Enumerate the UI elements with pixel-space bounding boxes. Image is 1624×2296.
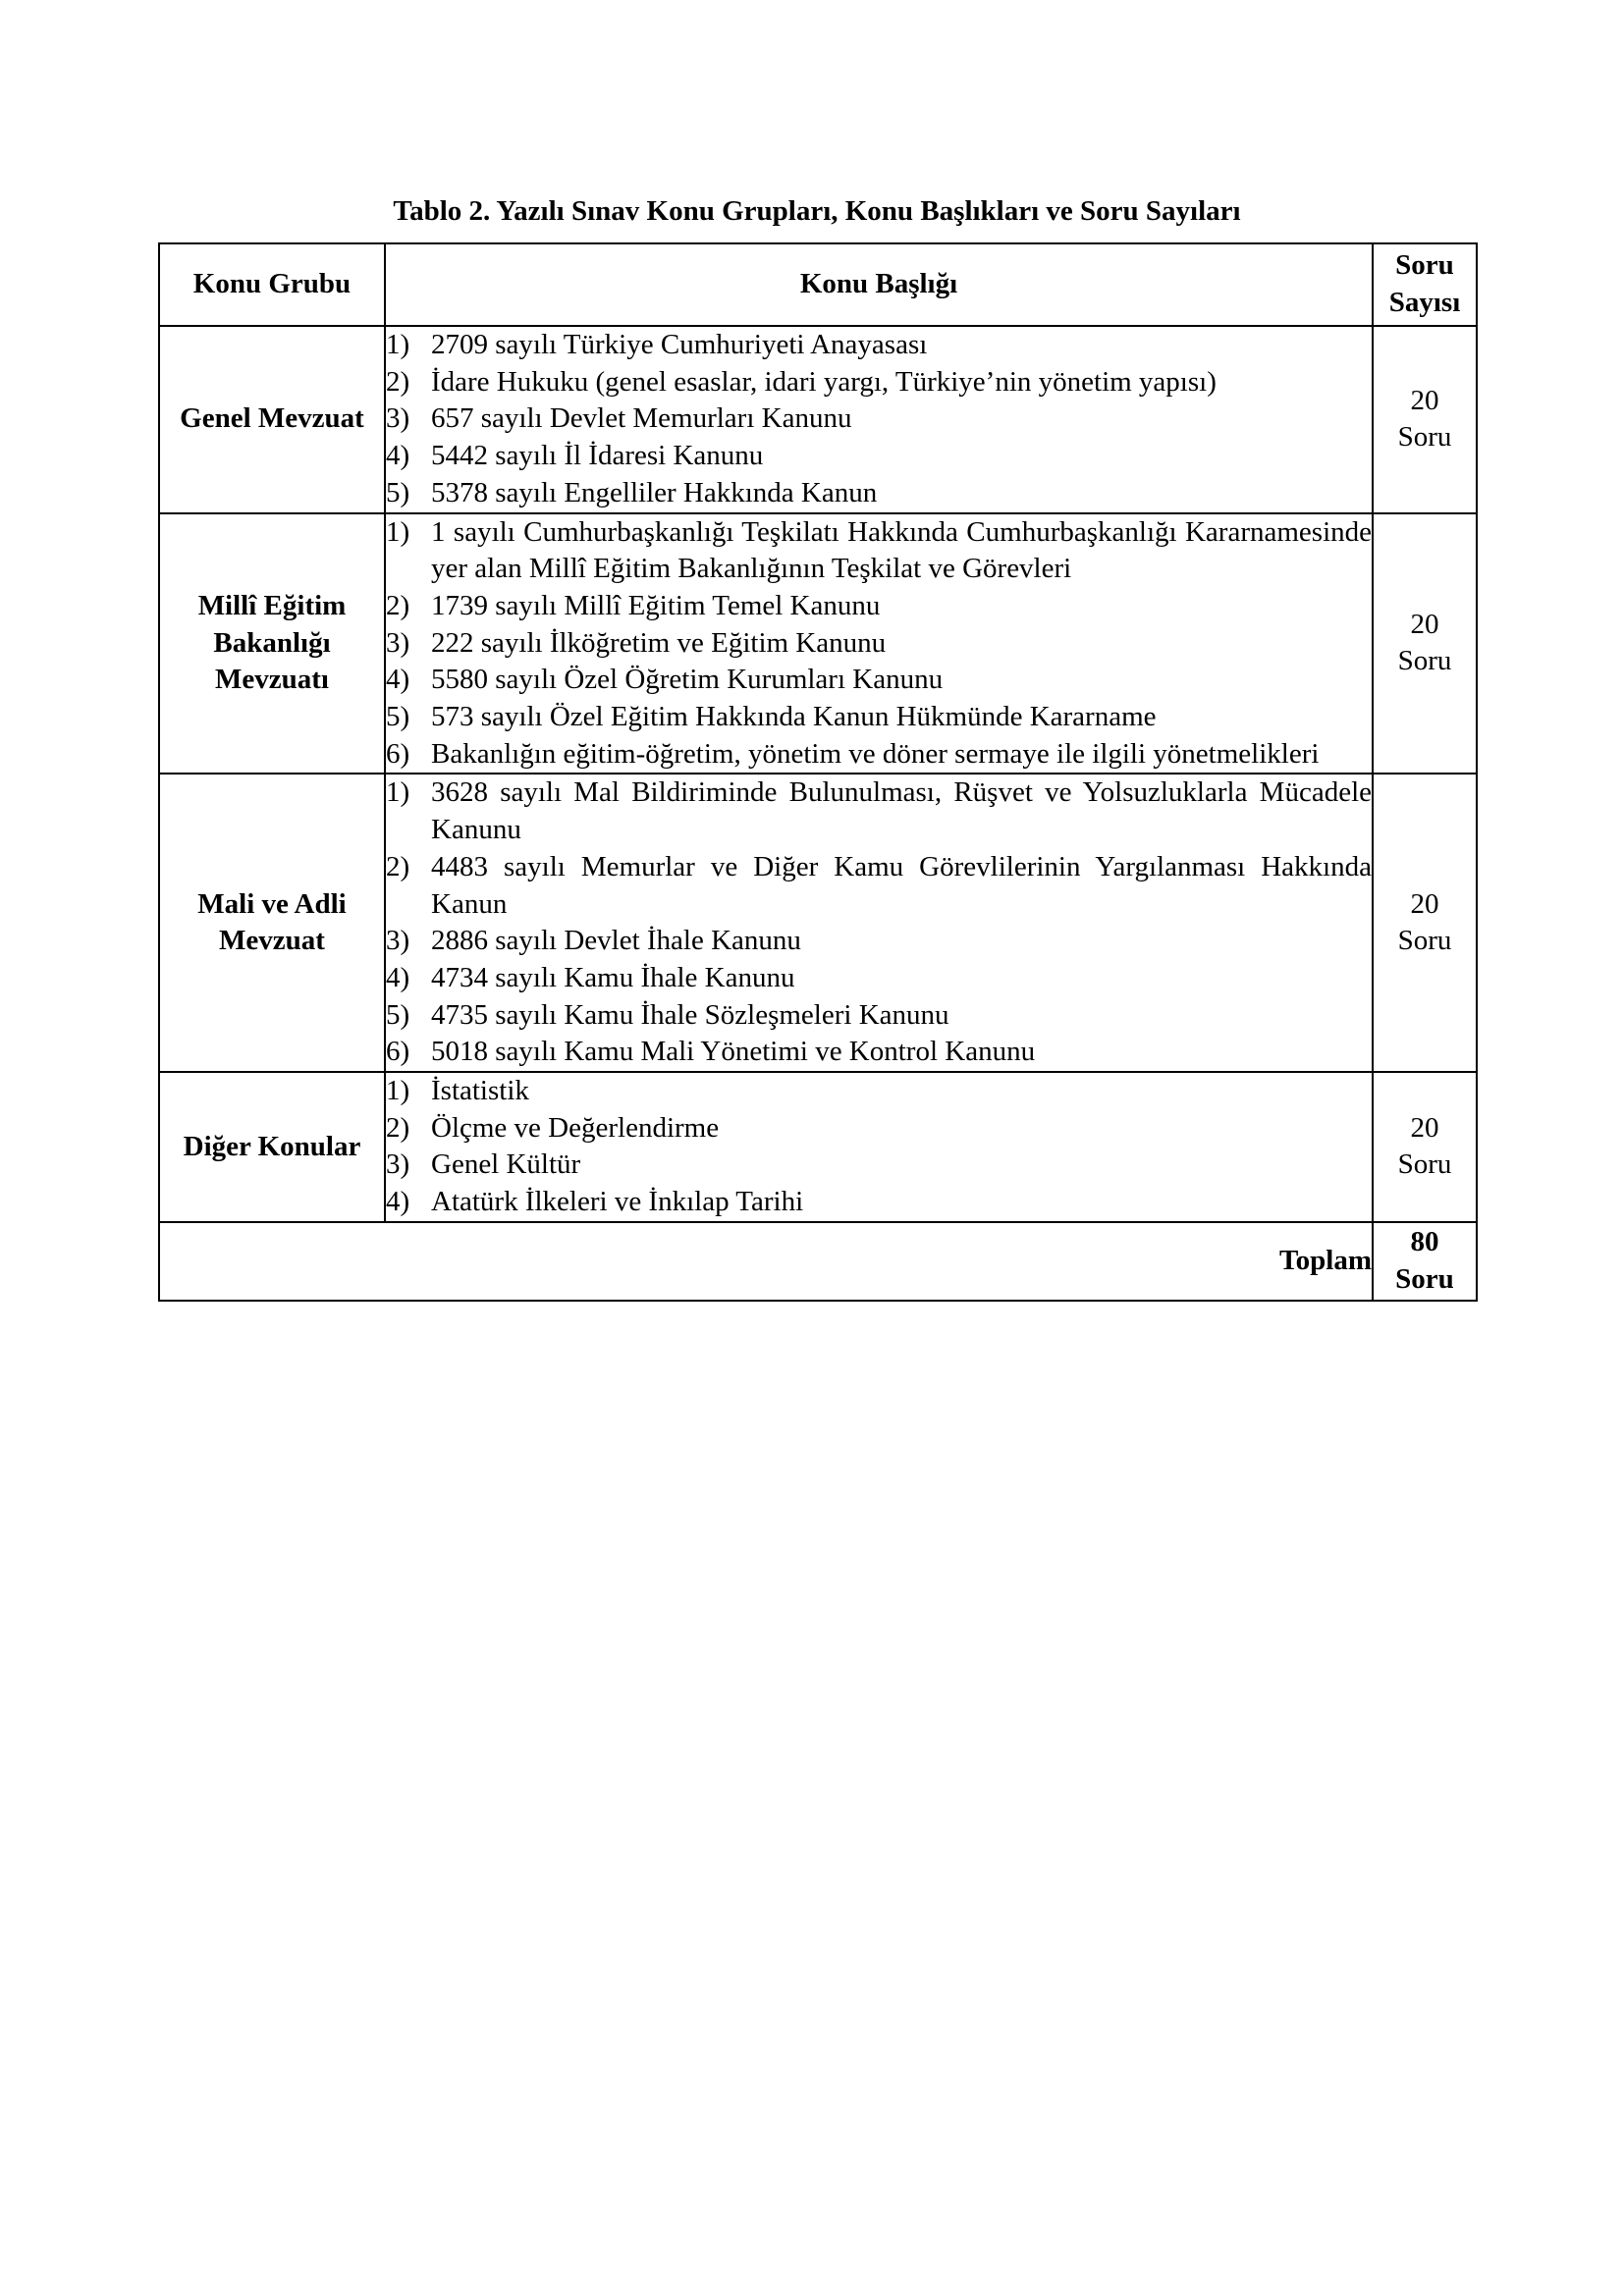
item-number: 3) — [386, 402, 410, 435]
list-item — [386, 1110, 1372, 1148]
header-topic: Konu Başlığı — [385, 243, 1373, 326]
item-number: 3) — [386, 626, 410, 659]
question-count — [1373, 326, 1477, 513]
group-name-line: Mevzuatı — [215, 664, 329, 696]
item-number: 2) — [386, 589, 410, 621]
count-unit: Soru — [1397, 1148, 1452, 1181]
table-header-row — [159, 243, 1477, 326]
item-number: 1) — [386, 776, 410, 809]
table-caption: Tablo 2. Yazılı Sınav Konu Grupları, Konu Başlıkları ve Soru Sayıları — [393, 195, 1241, 227]
topic-list-cell — [385, 513, 1373, 774]
group-name-line: Mali ve Adli — [197, 887, 347, 920]
item-text: Bakanlığın eğitim-öğretim, yönetim ve döner sermaye ile ilgili yönetmelikleri — [431, 737, 1320, 770]
item-number: 1) — [386, 515, 410, 548]
topic-list — [386, 514, 1372, 774]
list-item — [386, 1184, 1372, 1221]
item-number: 4) — [386, 961, 410, 993]
exam-topics-table — [158, 242, 1478, 1302]
list-item — [386, 1034, 1372, 1071]
group-name-line: Millî Eğitim — [197, 589, 347, 621]
table-row — [159, 326, 1477, 513]
item-number: 4) — [386, 1186, 410, 1218]
list-item — [386, 662, 1372, 699]
item-text: İdare Hukuku (genel esaslar, idari yargı, Türkiye’nin yönetim yapısı) — [431, 365, 1217, 398]
item-number: 2) — [386, 850, 410, 882]
header-count-line1: Soru — [1395, 249, 1454, 282]
group-name-line: Mevzuat — [219, 925, 325, 957]
item-text: 2886 sayılı Devlet İhale Kanunu — [431, 925, 801, 957]
item-text: Atatürk İlkeleri ve İnkılap Tarihi — [431, 1186, 804, 1218]
count-value: 20 — [1410, 608, 1439, 640]
question-count — [1373, 1072, 1477, 1222]
total-label: Toplam — [159, 1222, 1373, 1301]
topic-list-cell — [385, 1072, 1373, 1222]
question-count — [1373, 513, 1477, 774]
item-text: 5378 sayılı Engelliler Hakkında Kanun — [431, 476, 878, 508]
list-item — [386, 774, 1372, 848]
group-name-line: Diğer Konular — [183, 1130, 361, 1162]
item-text: 2709 sayılı Türkiye Cumhuriyeti Anayasası — [431, 329, 928, 360]
item-number: 1) — [386, 329, 410, 360]
question-count — [1373, 774, 1477, 1072]
topic-list — [386, 327, 1372, 512]
item-number: 1) — [386, 1075, 410, 1107]
item-number: 2) — [386, 1111, 410, 1144]
list-item — [386, 1073, 1372, 1110]
item-text: 657 sayılı Devlet Memurları Kanunu — [431, 402, 852, 435]
item-text: 1739 sayılı Millî Eğitim Temel Kanunu — [431, 589, 881, 621]
table-row — [159, 774, 1477, 1072]
group-name — [159, 513, 385, 774]
group-name — [159, 774, 385, 1072]
topic-list-cell — [385, 326, 1373, 513]
list-item — [386, 438, 1372, 475]
list-item — [386, 400, 1372, 438]
total-row — [159, 1222, 1477, 1301]
list-item — [386, 327, 1372, 364]
total-count-unit: Soru — [1395, 1262, 1454, 1295]
list-item — [386, 849, 1372, 923]
list-item — [386, 1147, 1372, 1184]
header-group: Konu Grubu — [159, 243, 385, 326]
item-number: 2) — [386, 365, 410, 398]
list-item — [386, 960, 1372, 997]
count-unit: Soru — [1397, 925, 1452, 957]
count-value: 20 — [1410, 384, 1439, 416]
count-value: 20 — [1410, 1111, 1439, 1144]
topic-list-cell — [385, 774, 1373, 1072]
topic-list — [386, 1073, 1372, 1221]
total-count — [1373, 1222, 1477, 1301]
group-name-line: Bakanlığı — [213, 626, 331, 659]
list-item — [386, 588, 1372, 625]
table-row — [159, 513, 1477, 774]
item-text: 3628 sayılı Mal Bildiriminde Bulunulması, Rüşvet ve Yolsuzluklarla Mücadele Kanunu — [431, 776, 1372, 846]
item-number: 4) — [386, 440, 410, 472]
item-text: 5580 sayılı Özel Öğretim Kurumları Kanunu — [431, 664, 944, 696]
header-count — [1373, 243, 1477, 326]
item-number: 3) — [386, 1148, 410, 1181]
item-text: 573 sayılı Özel Eğitim Hakkında Kanun Hükmünde Kararname — [431, 701, 1157, 733]
total-count-value: 80 — [1410, 1226, 1439, 1258]
item-text: 222 sayılı İlköğretim ve Eğitim Kanunu — [431, 626, 887, 659]
list-item — [386, 736, 1372, 774]
item-text: 4734 sayılı Kamu İhale Kanunu — [431, 961, 795, 993]
item-text: 4735 sayılı Kamu İhale Sözleşmeleri Kanunu — [431, 998, 949, 1031]
item-text: Genel Kültür — [431, 1148, 581, 1181]
item-text: 5018 sayılı Kamu Mali Yönetimi ve Kontrol Kanunu — [431, 1036, 1036, 1068]
item-number: 5) — [386, 701, 410, 733]
list-item — [386, 625, 1372, 663]
header-count-line2: Sayısı — [1388, 287, 1461, 318]
group-name-line: Genel Mevzuat — [180, 402, 364, 435]
count-value: 20 — [1410, 887, 1439, 920]
topic-list — [386, 774, 1372, 1071]
list-item — [386, 699, 1372, 736]
list-item — [386, 475, 1372, 512]
item-number: 6) — [386, 1036, 410, 1068]
item-number: 5) — [386, 476, 410, 508]
list-item — [386, 997, 1372, 1035]
item-text: İstatistik — [431, 1075, 529, 1107]
item-number: 6) — [386, 737, 410, 770]
group-name — [159, 1072, 385, 1222]
item-text: Ölçme ve Değerlendirme — [431, 1111, 720, 1144]
table-row — [159, 1072, 1477, 1222]
item-number: 3) — [386, 925, 410, 957]
item-number: 4) — [386, 664, 410, 696]
item-text: 1 sayılı Cumhurbaşkanlığı Teşkilatı Hakkında Cumhurbaşkanlığı Kararnamesinde yer alan Millî Eğitim Bakanlığının Teşkilat ve Görevleri — [431, 515, 1372, 585]
list-item — [386, 364, 1372, 401]
count-unit: Soru — [1397, 421, 1452, 454]
count-unit: Soru — [1397, 645, 1452, 677]
item-text: 4483 sayılı Memurlar ve Diğer Kamu Görevlilerinin Yargılanması Hakkında Kanun — [431, 850, 1372, 920]
group-name — [159, 326, 385, 513]
item-number: 5) — [386, 998, 410, 1031]
item-text: 5442 sayılı İl İdaresi Kanunu — [431, 440, 764, 472]
list-item — [386, 514, 1372, 588]
list-item — [386, 923, 1372, 960]
